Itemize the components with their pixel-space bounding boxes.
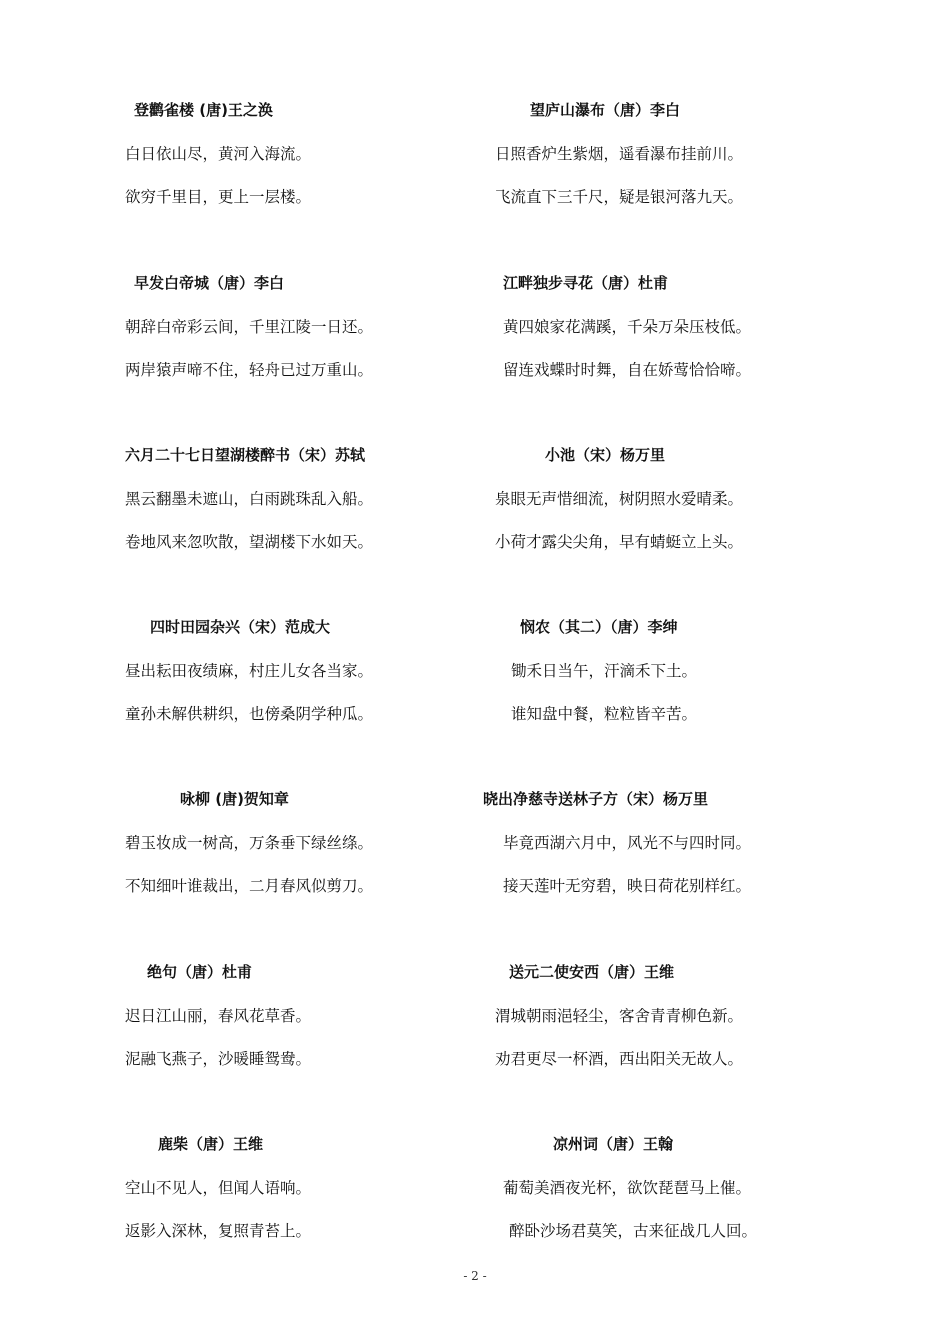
poem-line: 泉眼无声惜细流，树阴照水爱晴柔。 [495,490,744,508]
poem-title: 早发白帝城（唐）李白 [134,274,285,292]
poem-line: 锄禾日当午，汗滴禾下土。 [511,662,698,680]
poem-title: 六月二十七日望湖楼醉书（宋）苏轼 [125,446,366,464]
poem-line: 黄四娘家花满蹊，千朵万朵压枝低。 [503,318,752,336]
poem-line: 不知细叶谁裁出，二月春风似剪刀。 [125,877,374,895]
poem-line: 谁知盘中餐，粒粒皆辛苦。 [511,705,698,723]
poem-line: 泥融飞燕子，沙暖睡鸳鸯。 [125,1050,312,1068]
poem-line: 小荷才露尖尖角，早有蜻蜓立上头。 [495,533,744,551]
poem-line: 欲穷千里目，更上一层楼。 [125,188,312,206]
poem-title: 绝句（唐）杜甫 [147,963,253,981]
poem-line: 飞流直下三千尺，疑是银河落九天。 [495,188,744,206]
poem-title: 悯农（其二）（唐）李绅 [520,618,678,636]
poem-line: 白日依山尽，黄河入海流。 [125,145,312,163]
poem-line: 碧玉妆成一树高，万条垂下绿丝绦。 [125,834,374,852]
poem-line: 返影入深林，复照青苔上。 [125,1222,312,1240]
poem-line: 迟日江山丽，春风花草香。 [125,1007,312,1025]
poem-line: 醉卧沙场君莫笑，古来征战几人回。 [509,1222,758,1240]
poem-line: 朝辞白帝彩云间，千里江陵一日还。 [125,318,374,336]
poem-title: 鹿柴（唐）王维 [158,1135,264,1153]
poem-line: 劝君更尽一杯酒，西出阳关无故人。 [495,1050,744,1068]
poem-line: 两岸猿声啼不住，轻舟已过万重山。 [125,361,374,379]
poem-line: 接天莲叶无穷碧，映日荷花别样红。 [503,877,752,895]
poem-line: 葡萄美酒夜光杯，欲饮琵琶马上催。 [503,1179,752,1197]
poem-line: 昼出耘田夜绩麻，村庄儿女各当家。 [125,662,374,680]
poem-line: 毕竟西湖六月中，风光不与四时同。 [503,834,752,852]
poem-title: 江畔独步寻花（唐）杜甫 [503,274,669,292]
page-number: - 2 - [463,1269,487,1283]
poem-title: 望庐山瀑布（唐）李白 [530,101,681,119]
poem-line: 日照香炉生紫烟，遥看瀑布挂前川。 [495,145,744,163]
poem-line: 黑云翻墨未遮山，白雨跳珠乱入船。 [125,490,374,508]
poem-line: 空山不见人，但闻人语响。 [125,1179,312,1197]
poem-line: 卷地风来忽吹散，望湖楼下水如天。 [125,533,374,551]
poem-line: 留连戏蝶时时舞，自在娇莺恰恰啼。 [503,361,752,379]
poem-title: 小池（宋）杨万里 [545,446,666,464]
poem-line: 渭城朝雨浥轻尘，客舍青青柳色新。 [495,1007,744,1025]
poem-title: 送元二使安西（唐）王维 [509,963,675,981]
poem-title: 凉州词（唐）王翰 [553,1135,674,1153]
poem-title: 晓出净慈寺送林子方（宋）杨万里 [483,790,709,808]
poem-title: 四时田园杂兴（宋）范成大 [150,618,331,636]
poem-line: 童孙未解供耕织，也傍桑阴学种瓜。 [125,705,374,723]
poem-title: 登鹳雀楼 (唐)王之涣 [134,101,273,119]
poem-title: 咏柳 (唐)贺知章 [180,790,289,808]
